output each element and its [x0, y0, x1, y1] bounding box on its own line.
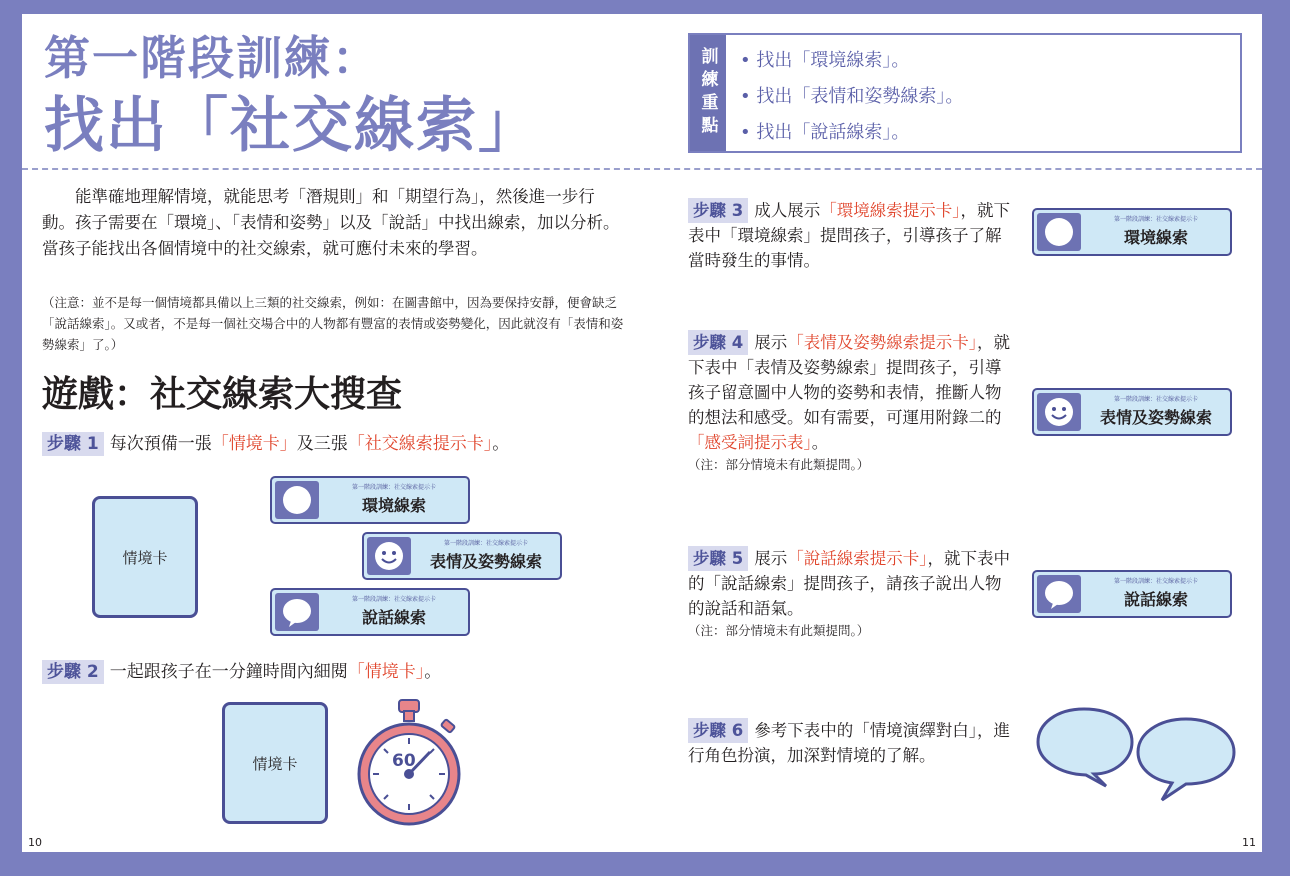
environment-icon: [275, 481, 319, 519]
hint-card-sub: 第一階段訓練：社交線索提示卡: [1113, 578, 1198, 585]
key-points-box: [688, 33, 1242, 153]
hint-card-sub: 第一階段訓練：社交線索提示卡: [351, 596, 436, 603]
step-4-text-c: ，就下表中「表情及姿勢線索」提問孩子，引導孩子留意圖中人物的姿勢和表情，推斷人物的想法和感受。如有需要，可運用附錄二的: [688, 333, 1010, 427]
section-divider: [22, 168, 1262, 170]
scenario-card: [92, 496, 198, 618]
key-point-item: • 找出「表情和姿勢線索」。: [740, 86, 964, 107]
step-3-text-a: 成人展示: [754, 201, 821, 220]
step-5: [688, 546, 1013, 641]
hint-card-speech-right: [1032, 570, 1232, 618]
speech-bubble-icon: [1037, 575, 1081, 613]
hint-card-label: 表情及姿勢線索: [1099, 408, 1212, 427]
book-spread: [22, 14, 1262, 852]
step-4: [688, 330, 1013, 475]
intro-note: （注意：並不是每一個情境都具備以上三類的社交線索，例如：在圖書館中，因為要保持安靜，便會缺乏「說話線索」。又或者，不是每一個社交場合中的人物都有豐富的表情或姿勢變化，因此就沒有「表情和姿勢線索」了。）: [42, 295, 624, 352]
step-4-text-d: 「感受詞提示表」: [688, 433, 812, 452]
step-3-text-c: ，就下表中「環境線索」提問孩子，引導孩子了解當時發生的事情。: [688, 201, 1010, 270]
step-5-text-b: 「說話線索提示卡」: [787, 549, 928, 568]
game-title: 遊戲：社交線索大搜查: [42, 374, 403, 415]
step-1-text-d: 「社交線索提示卡」: [347, 434, 493, 454]
step-1-text-e: 。: [492, 434, 510, 454]
speech-bubbles-illustration: [1034, 704, 1239, 804]
stopwatch-icon: [354, 698, 464, 828]
step-1-tag: 步驟 1: [42, 432, 104, 456]
hint-card-sub: 第一階段訓練：社交線索提示卡: [1113, 216, 1198, 223]
timer-value: 60: [392, 751, 416, 771]
step-4-note: （注：部分情境未有此類提問。）: [688, 457, 870, 472]
step-2-tag: 步驟 2: [42, 660, 104, 684]
smiley-face-icon: [367, 537, 411, 575]
hint-card-label: 環境線索: [361, 496, 426, 515]
step-5-tag: 步驟 5: [688, 546, 748, 571]
step-5-note: （注：部分情境未有此類提問。）: [688, 623, 870, 638]
step-3-tag: 步驟 3: [688, 198, 748, 223]
step-2: [42, 660, 441, 684]
scenario-card-label: 情境卡: [252, 754, 298, 773]
key-points-label: 訓練重點: [690, 35, 726, 151]
hint-card-label: 表情及姿勢線索: [429, 552, 542, 571]
page-title-line2: 找出「社交線索」: [44, 91, 540, 161]
intro-paragraph: [42, 184, 622, 262]
step-5-text-a: 展示: [754, 549, 788, 568]
step-1-text-b: 「情境卡」: [211, 434, 297, 454]
scenario-card-label: 情境卡: [122, 548, 168, 567]
key-point-item: • 找出「說話線索」。: [740, 122, 910, 143]
step-2-text-b: 「情境卡」: [347, 662, 425, 682]
page-number-right: 11: [1242, 836, 1256, 849]
smiley-face-icon: [1037, 393, 1081, 431]
page-title-line1: 第一階段訓練：: [44, 31, 380, 85]
step-3-text-b: 「環境線索提示卡」: [820, 201, 961, 220]
step-3: [688, 198, 1013, 273]
hint-card-face-right: [1032, 388, 1232, 436]
hint-card-sub: 第一階段訓練：社交線索提示卡: [443, 540, 528, 547]
hint-card-face: [362, 532, 562, 580]
step-1-text-c: 及三張: [296, 434, 348, 454]
hint-card-sub: 第一階段訓練：社交線索提示卡: [351, 484, 436, 491]
key-point-item: • 找出「環境線索」。: [740, 50, 910, 71]
scenario-card-2: [222, 702, 328, 824]
hint-card-sub: 第一階段訓練：社交線索提示卡: [1113, 396, 1198, 403]
intro-text: 能準確地理解情境，就能思考「潛規則」和「期望行為」，然後進一步行動。孩子需要在「環境」、「表情和姿勢」以及「說話」中找出線索，加以分析。當孩子能找出各個情境中的社交線索，就可應付未來的學習。: [42, 187, 620, 258]
step-6: [688, 718, 1013, 768]
hint-card-env: [270, 476, 470, 524]
step-2-text-c: 。: [424, 662, 442, 682]
step-1-text-a: 每次預備一張: [109, 434, 212, 454]
step-6-tag: 步驟 6: [688, 718, 748, 743]
step-1: [42, 432, 509, 456]
hint-card-speech: [270, 588, 470, 636]
step-4-text-a: 展示: [754, 333, 788, 352]
page-number-left: 10: [28, 836, 42, 849]
step-4-text-b: 「表情及姿勢線索提示卡」: [787, 333, 977, 352]
hint-card-label: 環境線索: [1123, 228, 1188, 247]
step-6-text-a: 參考下表中的「情境演繹對白」，進行角色扮演，加深對情境的了解。: [688, 721, 1010, 765]
hint-card-label: 說話線索: [1123, 590, 1188, 609]
hint-card-label: 說話線索: [361, 608, 426, 627]
hint-card-env-right: [1032, 208, 1232, 256]
step-5-text-c: ，就下表中的「說話線索」提問孩子，請孩子說出人物的說話和語氣。: [688, 549, 1010, 618]
step-4-text-e: 。: [811, 433, 829, 452]
speech-bubble-icon: [275, 593, 319, 631]
environment-icon: [1037, 213, 1081, 251]
step-2-text-a: 一起跟孩子在一分鐘時間內細閱: [109, 662, 348, 682]
step-4-tag: 步驟 4: [688, 330, 748, 355]
key-points-list: [740, 43, 963, 151]
